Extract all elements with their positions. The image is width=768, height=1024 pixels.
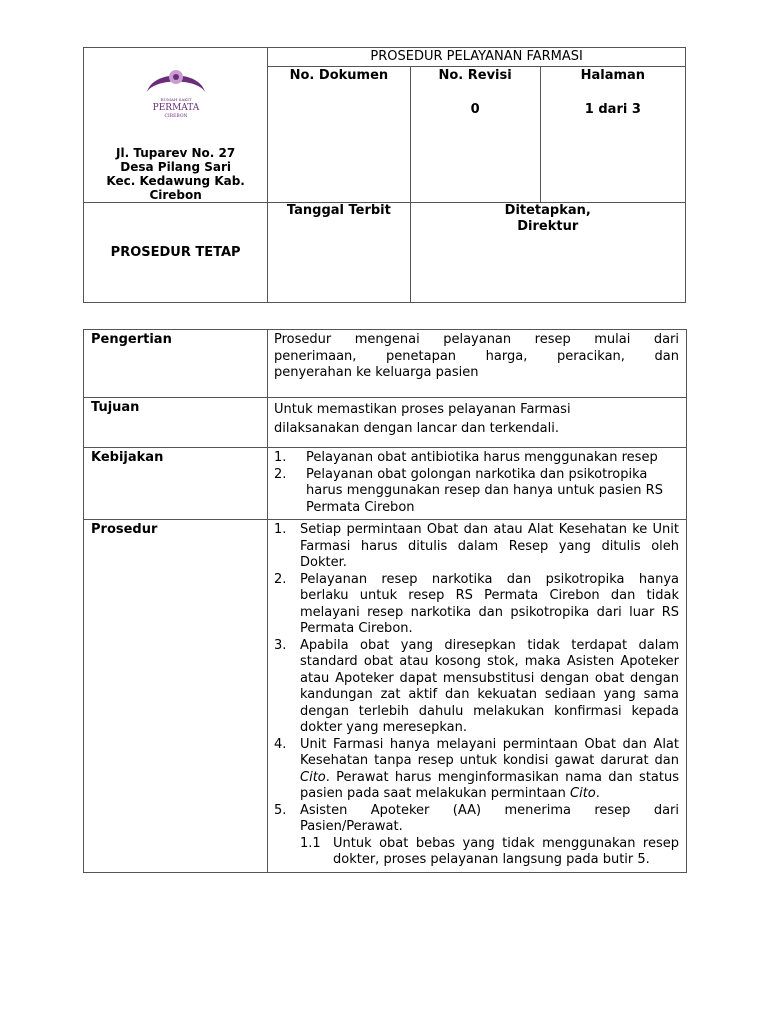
cito-term: Cito [570, 786, 596, 801]
list-number: 2. [274, 466, 287, 482]
list-text: Setiap permintaan Obat dan atau Alat Kesehatan ke Unit Farmasi harus ditulis dalam Resep yang ditulis oleh Dokter. [300, 522, 679, 570]
no-revisi-cell [410, 66, 540, 202]
logo-small-text: RUMAH SAKIT [160, 97, 192, 102]
logo-brand-text: PERMATA [152, 103, 199, 113]
logo-address-cell [84, 48, 268, 203]
doc-title: PROSEDUR PELAYANAN FARMASI [268, 48, 686, 67]
kebijakan-label: Kebijakan [84, 448, 268, 520]
list-text: Apabila obat yang diresepkan tidak terdapat dalam standard obat atau kosong stok, maka Asisten Apoteker atau Apoteker dapat mensubstitusi dengan obat dengan kandungan zat aktif dan kekuatan sediaan yang sama dengan terlebih dahulu melakukan konfirmasi kepada dokter yang meresepkan. [300, 637, 679, 735]
tujuan-line: Untuk memastikan proses pelayanan Farmasi [274, 402, 571, 417]
list-text: Pelayanan obat golongan narkotika dan psikotropika harus menggunakan resep dan hanya untuk pasien RS Permata Cirebon [306, 466, 663, 515]
list-number: 1. [274, 522, 287, 537]
pengertian-content [268, 330, 687, 398]
sub-list-number: 1.1 [300, 835, 321, 851]
list-text: Pelayanan obat antibiotika harus menggunakan resep [306, 450, 658, 465]
address-line: Jl. Tuparev No. 27 [116, 146, 236, 160]
no-dokumen-cell [268, 66, 410, 202]
list-item [274, 522, 679, 572]
tanggal-terbit-cell [268, 203, 410, 303]
sub-list-item [274, 836, 679, 869]
list-item [274, 737, 679, 803]
kebijakan-list [274, 450, 679, 516]
cito-term: Cito [300, 769, 326, 785]
prosedur-content [268, 520, 687, 873]
procedure-body-table [83, 329, 687, 873]
halaman-value: 1 dari 3 [584, 101, 641, 117]
ditetapkan-cell [410, 203, 686, 303]
tanggal-terbit-label: Tanggal Terbit [286, 203, 391, 218]
list-item [274, 450, 679, 467]
sub-list-text: Untuk obat bebas yang tidak menggunakan resep dokter, proses pelayanan langsung pada butir 5. [333, 835, 679, 867]
list-item [274, 467, 679, 517]
list-number: 3. [274, 637, 287, 653]
direktur-label: Direktur [517, 219, 579, 234]
no-revisi-value: 0 [470, 101, 480, 117]
halaman-label: Halaman [580, 67, 646, 83]
address-line: Desa Pilang Sari [120, 160, 231, 174]
pengertian-label: Pengertian [84, 330, 268, 398]
tujuan-content [268, 398, 687, 448]
prosedur-list [274, 522, 679, 836]
pengertian-line: penerimaan, penetapan harga, peracikan, dan [274, 348, 679, 364]
list-item [274, 803, 679, 836]
pengertian-row [84, 330, 687, 398]
tujuan-label: Tujuan [84, 398, 268, 448]
address-line: Cirebon [149, 188, 202, 202]
list-item [274, 572, 679, 638]
list-number: 1. [274, 450, 287, 465]
ditetapkan-label: Ditetapkan, [504, 203, 591, 218]
tujuan-line: dilaksanakan dengan lancar dan terkendali. [274, 421, 559, 436]
hospital-logo [141, 62, 211, 120]
list-number: 5. [274, 802, 287, 818]
kebijakan-content [268, 448, 687, 520]
kebijakan-row [84, 448, 687, 520]
halaman-cell [540, 66, 685, 202]
hospital-address [106, 146, 244, 202]
list-number: 2. [274, 571, 287, 587]
list-text: Unit Farmasi hanya melayani permintaan Obat dan Alat Kesehatan tanpa resep untuk kondisi gawat darurat dan Cito. Perawat harus menginformasikan nama dan status pasien pada saat melakukan permintaan Cito. [300, 736, 679, 801]
logo-city-text: CIREBON [164, 114, 188, 119]
pengertian-line: Prosedur mengenai pelayanan resep mulai dari [274, 332, 679, 347]
prosedur-row [84, 520, 687, 873]
address-line: Kec. Kedawung Kab. [106, 174, 245, 188]
tujuan-row [84, 398, 687, 448]
list-text: Pelayanan resep narkotika dan psikotropika hanya berlaku untuk resep RS Permata Cirebon dan tidak melayani resep narkotika dan psikotropika dari luar RS Permata Cirebon. [300, 571, 679, 636]
pengertian-line: penyerahan ke keluarga pasien [274, 365, 479, 380]
list-item [274, 638, 679, 737]
no-dokumen-label: No. Dokumen [289, 67, 389, 83]
protap-label: PROSEDUR TETAP [84, 203, 268, 303]
list-text: Asisten Apoteker (AA) menerima resep dari Pasien/Perawat. [300, 802, 679, 834]
no-revisi-label: No. Revisi [438, 67, 512, 83]
list-number: 4. [274, 736, 287, 752]
document-header-table [83, 47, 686, 303]
prosedur-label: Prosedur [84, 520, 268, 873]
